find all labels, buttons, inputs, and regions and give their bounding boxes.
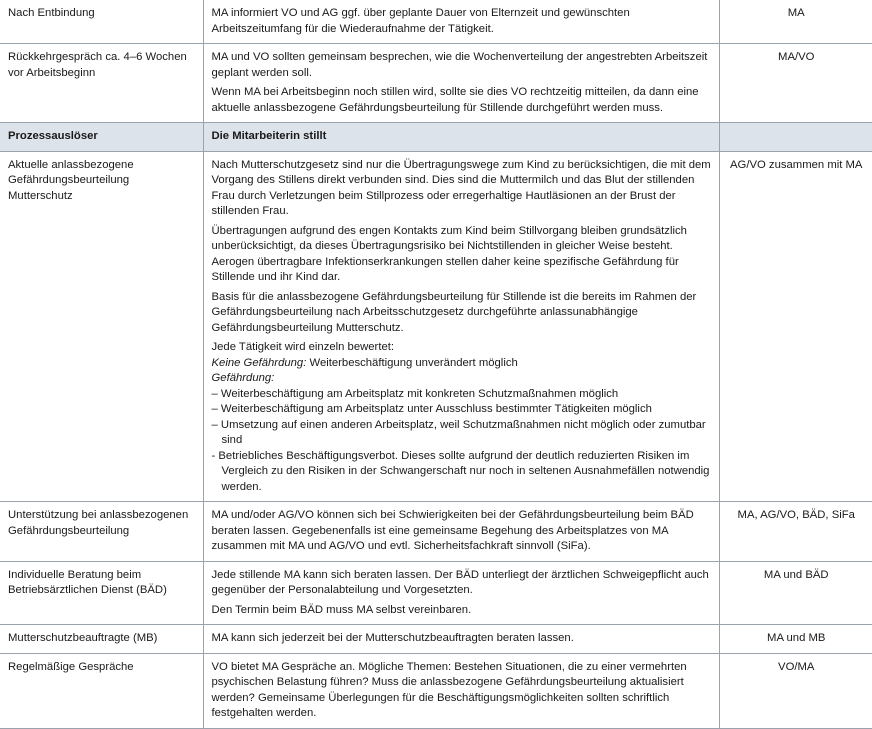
table-row — [0, 151, 872, 502]
row-responsible: MA und BÄD — [719, 561, 872, 625]
row-description: MA und/oder AG/VO können sich bei Schwierigkeiten bei der Gefährdungsbeurteilung beim BÄD beraten lassen. Gegebenenfalls ist eine gemeinsame Begehung des Arbeitsplatzes von MA zusammen mit MA und AG/VO und evtl. Sicherheitsfachkraft sinnvoll (SiFa). — [203, 502, 719, 562]
row-label: Nach Entbindung — [0, 0, 203, 44]
paragraph: Basis für die anlassbezogene Gefährdungsbeurteilung für Stillende ist die bereits im Rahmen der Gefährdungsbeurteilung nach Arbeitsschutzgesetz durchgeführte anlassunabhängige Gefährdungsbeurteilung Mutterschutz. — [211, 290, 697, 334]
row-label: Regelmäßige Gespräche — [0, 653, 203, 728]
list-item: – Weiterbeschäftigung am Arbeitsplatz mit konkreten Schutzmaßnahmen möglich — [211, 387, 619, 400]
row-description — [203, 151, 719, 502]
row-description: VO bietet MA Gespräche an. Mögliche Themen: Bestehen Situationen, die zu einer vermehrten psychischen Belastung führen? Muss die anlassbezogene Gefährdungsbeurteilung aktualisiert werden? Gemeinsame Überlegungen für die Beschäftigungsmöglichkeiten sollten schriftlich festgehalten werden. — [203, 653, 719, 728]
row-label: Mutterschutzbeauftragte (MB) — [0, 625, 203, 654]
list-item: – Weiterbeschäftigung am Arbeitsplatz unter Ausschluss bestimmter Tätigkeiten möglich — [211, 403, 652, 415]
paragraph: Nach Mutterschutzgesetz sind nur die Übertragungswege zum Kind zu berücksichtigen, die mit dem Vorgang des Stillens direkt verbunden sind. Dies sind die Muttermilch und das Blut der stillenden Frau durch Verletzungen beim Stillprozess oder erregerhaltige Hautläsionen an der Brust der stillenden Frau. — [211, 158, 711, 217]
no-risk-label: Keine Gefährdung: — [211, 356, 307, 369]
no-risk-line — [212, 356, 712, 372]
table-row — [0, 561, 872, 625]
section-label: Prozessauslöser — [0, 123, 203, 152]
table-row — [0, 502, 872, 562]
row-description — [203, 561, 719, 625]
paragraph: Den Termin beim BÄD muss MA selbst vereinbaren. — [211, 603, 472, 616]
row-responsible: VO/MA — [719, 653, 872, 728]
row-description: MA kann sich jederzeit bei der Mutterschutzbeauftragten beraten lassen. — [203, 625, 719, 654]
row-description: MA informiert VO und AG ggf. über geplante Dauer von Elternzeit und gewünschten Arbeitszeitumfang für die Wiederaufnahme der Tätigkeit. — [203, 0, 719, 44]
section-header-row — [0, 123, 872, 152]
paragraph: Übertragungen aufgrund des engen Kontakts zum Kind beim Stillvorgang bleiben grundsätzlich unberücksichtigt, da dieses Übertragungsrisiko bei Nichtstillenden in gleicher Weise besteht. Aerogen übertragbare Infektionserkrankungen stellen daher keine spezifische Gefährdung für Stillende und ihr Kind dar. — [211, 224, 687, 283]
row-responsible: MA und MB — [719, 625, 872, 654]
row-responsible: AG/VO zusammen mit MA — [719, 151, 872, 502]
rating-block — [212, 340, 712, 495]
paragraph: Jede stillende MA kann sich beraten lassen. Der BÄD unterliegt der ärztlichen Schweigepflicht auch gegenüber der Personalabteilung und Vorgesetzten. — [211, 568, 709, 596]
no-risk-text: Weiterbeschäftigung unverändert möglich — [306, 356, 518, 369]
table-row — [0, 44, 872, 123]
row-responsible: MA, AG/VO, BÄD, SiFa — [719, 502, 872, 562]
section-empty — [719, 123, 872, 152]
rating-intro: Jede Tätigkeit wird einzeln bewertet: — [211, 341, 395, 353]
row-description — [203, 44, 719, 123]
risk-label: Gefährdung: — [211, 372, 275, 384]
row-responsible: MA — [719, 0, 872, 44]
row-label: Rückkehrgespräch ca. 4–6 Wochen vor Arbeitsbeginn — [0, 44, 203, 123]
paragraph: Wenn MA bei Arbeitsbeginn noch stillen wird, sollte sie dies VO rechtzeitig mitteilen, da dann eine aktuelle anlassbezogene Gefährdungsbeurteilung für Stillende durchgeführt werden muss. — [211, 86, 699, 114]
list-item: - Betriebliches Beschäftigungsverbot. Dieses sollte aufgrund der deutlich reduzierten Risiken im Vergleich zu den Risiken in der Schwangerschaft nur noch in seltenen Ausnahmefällen notwendig werden. — [211, 449, 710, 493]
table-row — [0, 0, 872, 44]
row-label: Aktuelle anlassbezogene Gefährdungsbeurteilung Mutterschutz — [0, 151, 203, 502]
row-label: Unterstützung bei anlassbezogenen Gefährdungsbeurteilung — [0, 502, 203, 562]
section-title: Die Mitarbeiterin stillt — [203, 123, 719, 152]
paragraph: MA und VO sollten gemeinsam besprechen, wie die Wochenverteilung der angestrebten Arbeitszeit geplant werden soll. — [211, 51, 708, 79]
table-row — [0, 625, 872, 654]
row-label: Individuelle Beratung beim Betriebsärztlichen Dienst (BÄD) — [0, 561, 203, 625]
table-row — [0, 653, 872, 728]
list-item: – Umsetzung auf einen anderen Arbeitsplatz, weil Schutzmaßnahmen nicht möglich oder zumutbar sind — [211, 418, 706, 446]
row-responsible: MA/VO — [719, 44, 872, 123]
